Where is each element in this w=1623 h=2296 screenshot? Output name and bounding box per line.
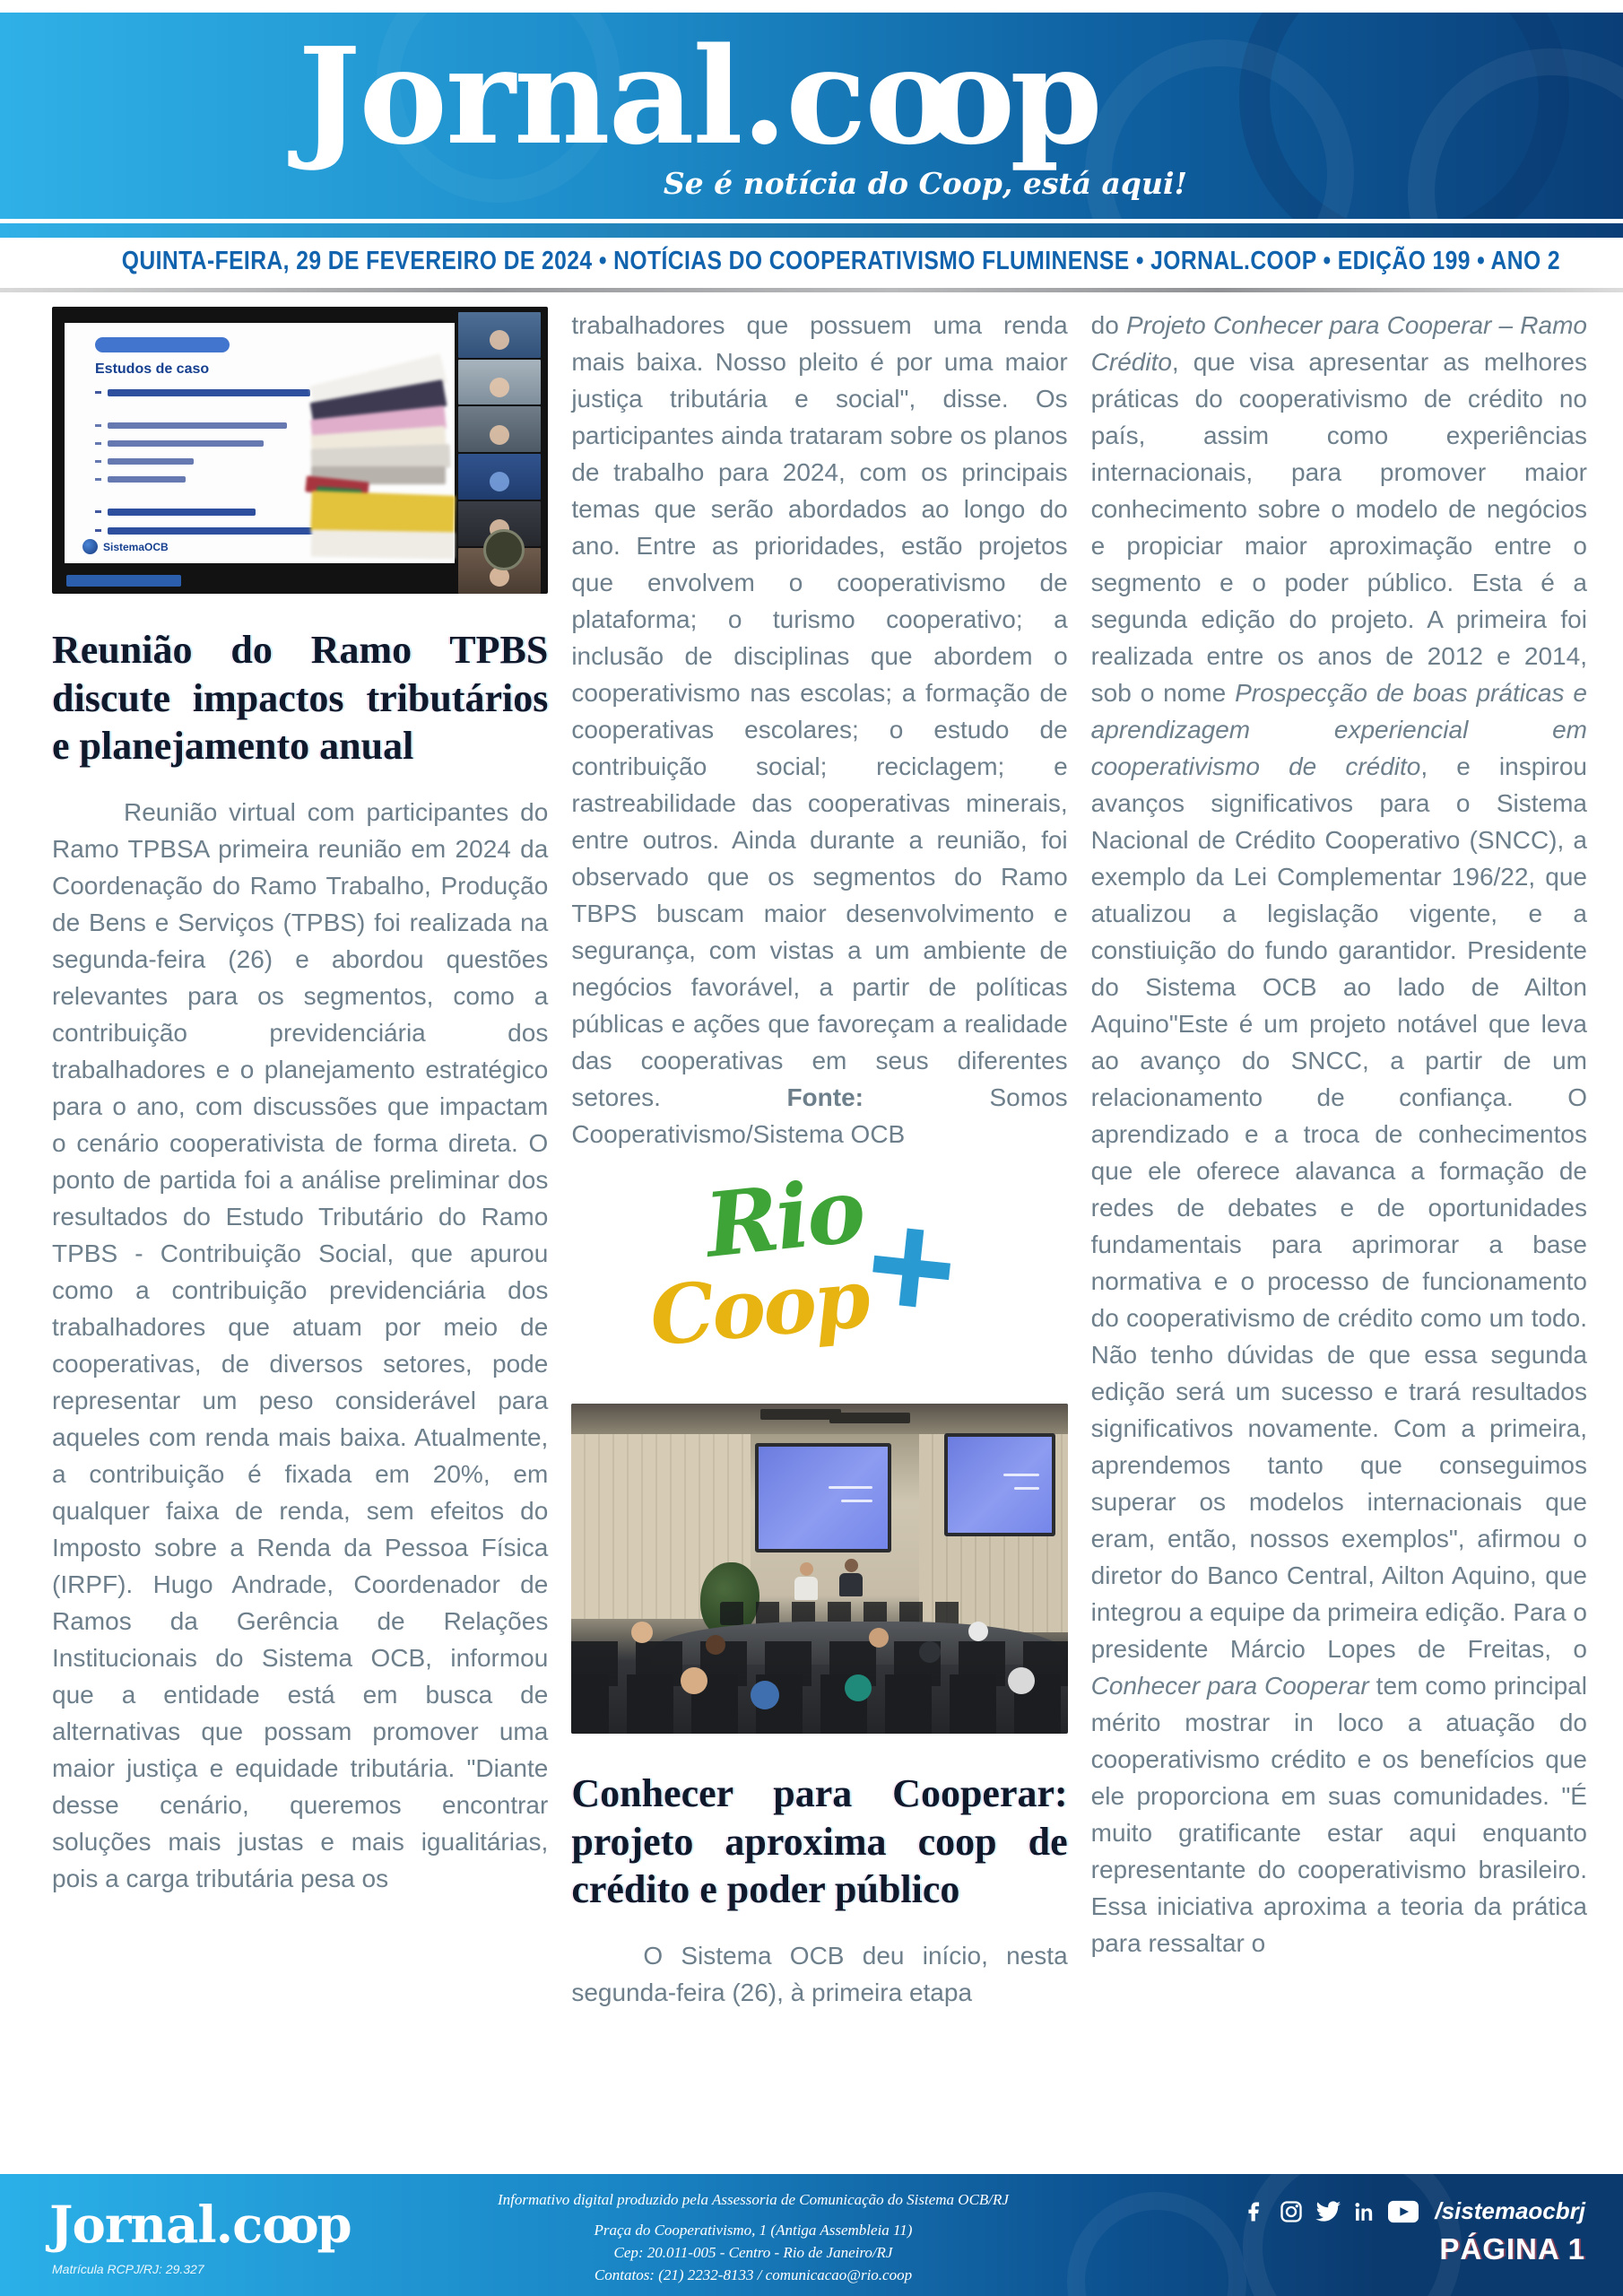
decorative-circle [1239,13,1569,219]
audience-head [706,1635,725,1655]
meeting-name-label [66,575,181,587]
slide-text-line [108,389,310,396]
article1-body-col2: trabalhadores que possuem uma renda mais baixa. Nosso pleito é por uma maior justiça tributária e social", disse. Os participantes ainda trataram sobre os planos de trabalho para 2024, com os principais temas que serão abordados ao longo do ano. Entre as prioridades, estão projetos que envolvem o cooperativismo de plataforma; o turismo cooperativo; a inclusão de disciplinas que abordem o cooperativismo nas escolas; a formação de cooperativas escolares; o estudo de contribuição social; reciclagem; e rastreabilidade das cooperativas minerais, entre outros. Ainda durante a reunião, foi observado que os segmentos do Ramo TBPS buscam maior desenvolvimento e segurança, com vistas a um ambiente de negócios favorável, a partir de políticas públicas e ações que favoreçam a realidade das cooperativas em seus diferentes setores. Fonte: Somos Cooperativismo/Sistema OCB [571,311,1068,1148]
twitter-icon[interactable] [1315,2198,1341,2225]
footer-contacts: Contatos: (21) 2232-8133 / comunicacao@rio.coop [594,2266,913,2283]
footer-produced-by: Informativo digital produzido pela Assessoria de Comunicação do Sistema OCB/RJ [498,2191,1009,2208]
facebook-icon[interactable] [1243,2199,1268,2224]
plus-logo-glyph: + [858,1177,966,1356]
sistema-ocb-logo: SistemaOCB [82,539,169,554]
masthead-tagline: Se é notícia do Coop, está aqui! [663,166,1187,202]
virtual-meeting-photo [52,307,548,594]
participant-tile [458,312,541,358]
audience-head [919,1641,941,1663]
social-icons-row [1243,2197,1585,2225]
logo-jornal-coop: Jornal.coo p [298,18,1101,174]
page-body [52,307,1587,2170]
ocb-logo-icon [82,539,98,554]
rio-coop-plus-logo [571,1159,1067,1389]
divider-gray [0,288,1623,292]
article2-headline: Conhecer para Cooperar: projeto aproxima coop de crédito e poder público [571,1771,1068,1912]
slide-text-line [108,476,186,483]
column-2 [571,307,1067,2170]
article2-intro: O Sistema OCB deu início, nesta segunda-feira (26), à primeira etapa [571,1942,1068,2007]
footer-logo: Jornal.coo p [49,2196,352,2255]
column-1 [52,307,548,2170]
decorative-circle [1067,2192,1246,2296]
folders-stack-picture [311,335,446,551]
meeting-watermark-badge [483,529,525,570]
footer-address: Praça do Cooperativismo, 1 (Antiga Assembleia 11) [594,2222,913,2239]
page-number-label: PÁGINA 1 [1439,2232,1585,2266]
slide-text-line [108,422,287,429]
slide-text-line [108,458,194,465]
linkedin-icon[interactable] [1352,2199,1377,2224]
auditorium-photo [571,1404,1067,1734]
slide-text-line [108,527,326,535]
social-handle[interactable]: /sistemaocbrj [1435,2197,1585,2224]
participant-tile [458,454,541,500]
decorative-circle [1408,48,1623,219]
coop-logo-word: Coop [647,1250,872,1365]
speaker-figure [794,1562,818,1600]
presentation-slide [65,323,455,563]
instagram-icon[interactable] [1279,2199,1304,2224]
edition-date-bar: QUINTA-FEIRA, 29 DE FEVEREIRO DE 2024 • NOTÍCIAS DO COOPERATIVISMO FLUMINENSE • JORNAL.COOP • EDIÇÃO 199 • ANO 2 [121,247,1561,275]
projection-screen [755,1443,891,1552]
audience-head [968,1622,988,1641]
footer-social-block [1243,2197,1585,2266]
masthead-logo [206,18,1193,202]
audience-row [571,1674,1067,1734]
footer-cep: Cep: 20.011-005 - Centro - Rio de Janeiro/RJ [613,2244,893,2261]
divider-rule [0,223,1623,238]
audience-head [751,1681,779,1709]
slide-title: Estudos de caso [95,361,210,377]
article2-body-col3: do Projeto Conhecer para Cooperar – Ramo Crédito, que visa apresentar as melhores práticas do cooperativismo de crédito no país, assim como experiências internacionais, para promover maior conhecimento sobre o modelo de negócios e propiciar maior aproximação entre o segmento e o poder público. Esta é a segunda edição do projeto. A primeira foi realizada entre os anos de 2012 e 2014, sob o nome Prospecção de boas práticas e aprendizagem experiencial em cooperativismo de crédito, e inspirou avanços significativos para o Sistema Nacional de Crédito Cooperativo (SNCC), a exemplo da Lei Complementar 196/22, que atualizou a legislação vigente, e a constiuição do fundo garantidor. Presidente do Sistema OCB ao lado de Ailton Aquino"Este é um projeto notável que leva ao avanço do SNCC, a partir de um relacionamento de confiança. O aprendizado e a troca de conhecimentos que ele oferece alavanca a formação de redes de debates e de oportunidades fundamentais para aprimorar a base normativa e o processo de funcionamento do cooperativismo de crédito como um todo. Não tenho dúvidas de que essa segunda edição será um sucesso e trará resultados significativos novamente. Com a primeira, aprendemos tanto que conseguimos superar os modelos internacionais que eram, então, nossos exemplos", afirmou o diretor do Banco Central, Ailton Aquino, que integrou a equipe da primeira edição. Para o presidente Márcio Lopes de Freitas, o Conhecer para Cooperar tem como principal mérito mostrar in loco a atuação do cooperativismo crédito e os benefícios que ele proporciona em suas comunidades. "É muito gratificante estar aqui enquanto representante do cooperativismo brasileiro. Essa iniciativa aproxima a teoria da prática para ressaltar o [1090,311,1587,1957]
slide-text-line [108,509,256,516]
footer-contact-block [466,2188,1040,2286]
youtube-icon[interactable] [1388,2200,1419,2223]
participant-tile [458,360,541,405]
photo-detail [829,1413,910,1423]
rio-logo-word: Rio [700,1159,868,1278]
projection-screen [944,1433,1055,1536]
page-footer [0,2174,1623,2296]
audience-head [845,1674,872,1701]
participant-tile [458,406,541,452]
column-3 [1091,307,1587,2170]
article1-headline: Reunião do Ramo TPBS discute impactos tributários e planejamento anual [52,628,549,769]
audience-head [631,1622,653,1643]
footer-registration: Matrícula RCPJ/RJ: 29.327 [52,2262,204,2276]
speaker-figure [839,1559,863,1596]
slide-text-line [108,440,264,447]
article1-body-col1: Reunião virtual com participantes do Ramo TPBSA primeira reunião em 2024 da Coordenação do Ramo Trabalho, Produção de Bens e Serviços (TPBS) foi realizada na segunda-feira (26) e abordou questões relevantes para os segmentos, como a contribuição previdenciária dos trabalhadores e o planejamento estratégico para o ano, com discussões que impactam o cenário cooperativista de forma direta. O ponto de partida foi a análise preliminar dos resultados do Estudo Tributário do Ramo TPBS - Contribuição Social, que apurou como a contribuição previdenciária dos trabalhadores que atuam por meio de cooperativas, de diversos setores, pode representar um peso considerável para aqueles com renda mais baixa. Atualmente, a contribuição é fixada em 20%, em qualquer faixa de renda, sem efeitos do Imposto sobre a Renda da Pessoa Física (IRPF). Hugo Andrade, Coordenador de Ramos da Gerência de Relações Institucionais do Sistema OCB, informou que a entidade está em busca de alternativas que possam promover uma maior justiça e equidade tributária. "Diante desse cenário, queremos encontrar soluções mais justas e mais igualitárias, pois a carga tributária pesa os [52,798,549,1893]
masthead [0,13,1623,219]
slide-tag-pill [95,337,230,352]
